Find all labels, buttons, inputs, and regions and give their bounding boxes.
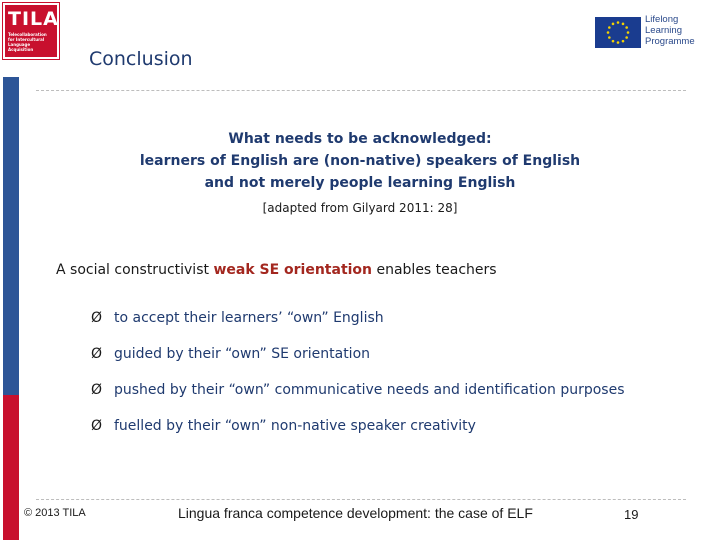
eu-star [622, 23, 625, 26]
tila-logo-word: TILA [8, 8, 59, 30]
list-item [91, 336, 625, 372]
eu-star [622, 40, 625, 43]
eu-star [608, 26, 611, 29]
eu-star [625, 26, 628, 29]
bullet-text: fuelled by their “own” non-native speaker creativity [114, 418, 476, 434]
arrow-bullet-icon: Ø [91, 346, 103, 362]
bullet-text: to accept their learners’ “own” English [114, 310, 384, 326]
slide-title: Conclusion [89, 48, 193, 70]
arrow-bullet-icon: Ø [91, 310, 103, 326]
arrow-bullet-icon: Ø [91, 418, 103, 434]
quote-line-3: and not merely people learning English [204, 175, 516, 191]
page-number: 19 [624, 507, 639, 522]
tila-logo [3, 3, 59, 59]
intro-after: enables teachers [372, 262, 497, 278]
llp-line1: Lifelong [645, 14, 679, 25]
llp-line2: Learning [645, 25, 682, 36]
tila-logo-subtitle: Telecollaboration for Intercultural Language Acquisition [8, 32, 47, 52]
intro-before: A social constructivist [56, 262, 214, 278]
eu-flag-icon [595, 17, 641, 48]
lifelong-learning-text [645, 14, 707, 47]
eu-star [607, 31, 610, 34]
bullet-text: pushed by their “own” communicative needs and identification purposes [114, 382, 625, 398]
arrow-bullet-icon: Ø [91, 382, 103, 398]
top-divider [36, 90, 686, 91]
intro-sentence [56, 262, 497, 278]
footer-title: Lingua franca competence development: the case of ELF [178, 505, 533, 521]
intro-emphasis: weak SE orientation [213, 262, 373, 278]
quote-block [90, 128, 630, 217]
quote-line-2: learners of English are (non-native) speakers of English [139, 153, 581, 169]
lifelong-learning-logo [595, 14, 705, 51]
list-item [91, 300, 625, 336]
side-bar-blue [3, 77, 19, 395]
footer-copyright: © 2013 TILA [24, 507, 86, 519]
quote-line-1: What needs to be acknowledged: [228, 131, 492, 147]
bullet-text: guided by their “own” SE orientation [114, 346, 371, 362]
eu-star [612, 40, 615, 43]
eu-star [627, 31, 630, 34]
quote-reference: [adapted from Gilyard 2011: 28] [262, 201, 458, 215]
bottom-divider [36, 499, 686, 500]
eu-star [625, 36, 628, 39]
bullet-list [91, 300, 625, 444]
eu-star [617, 21, 620, 24]
llp-line3: Programme [645, 36, 695, 47]
eu-star [612, 23, 615, 26]
side-bar-red [3, 395, 19, 540]
eu-star [608, 36, 611, 39]
list-item [91, 408, 625, 444]
list-item [91, 372, 625, 408]
eu-star [617, 41, 620, 44]
